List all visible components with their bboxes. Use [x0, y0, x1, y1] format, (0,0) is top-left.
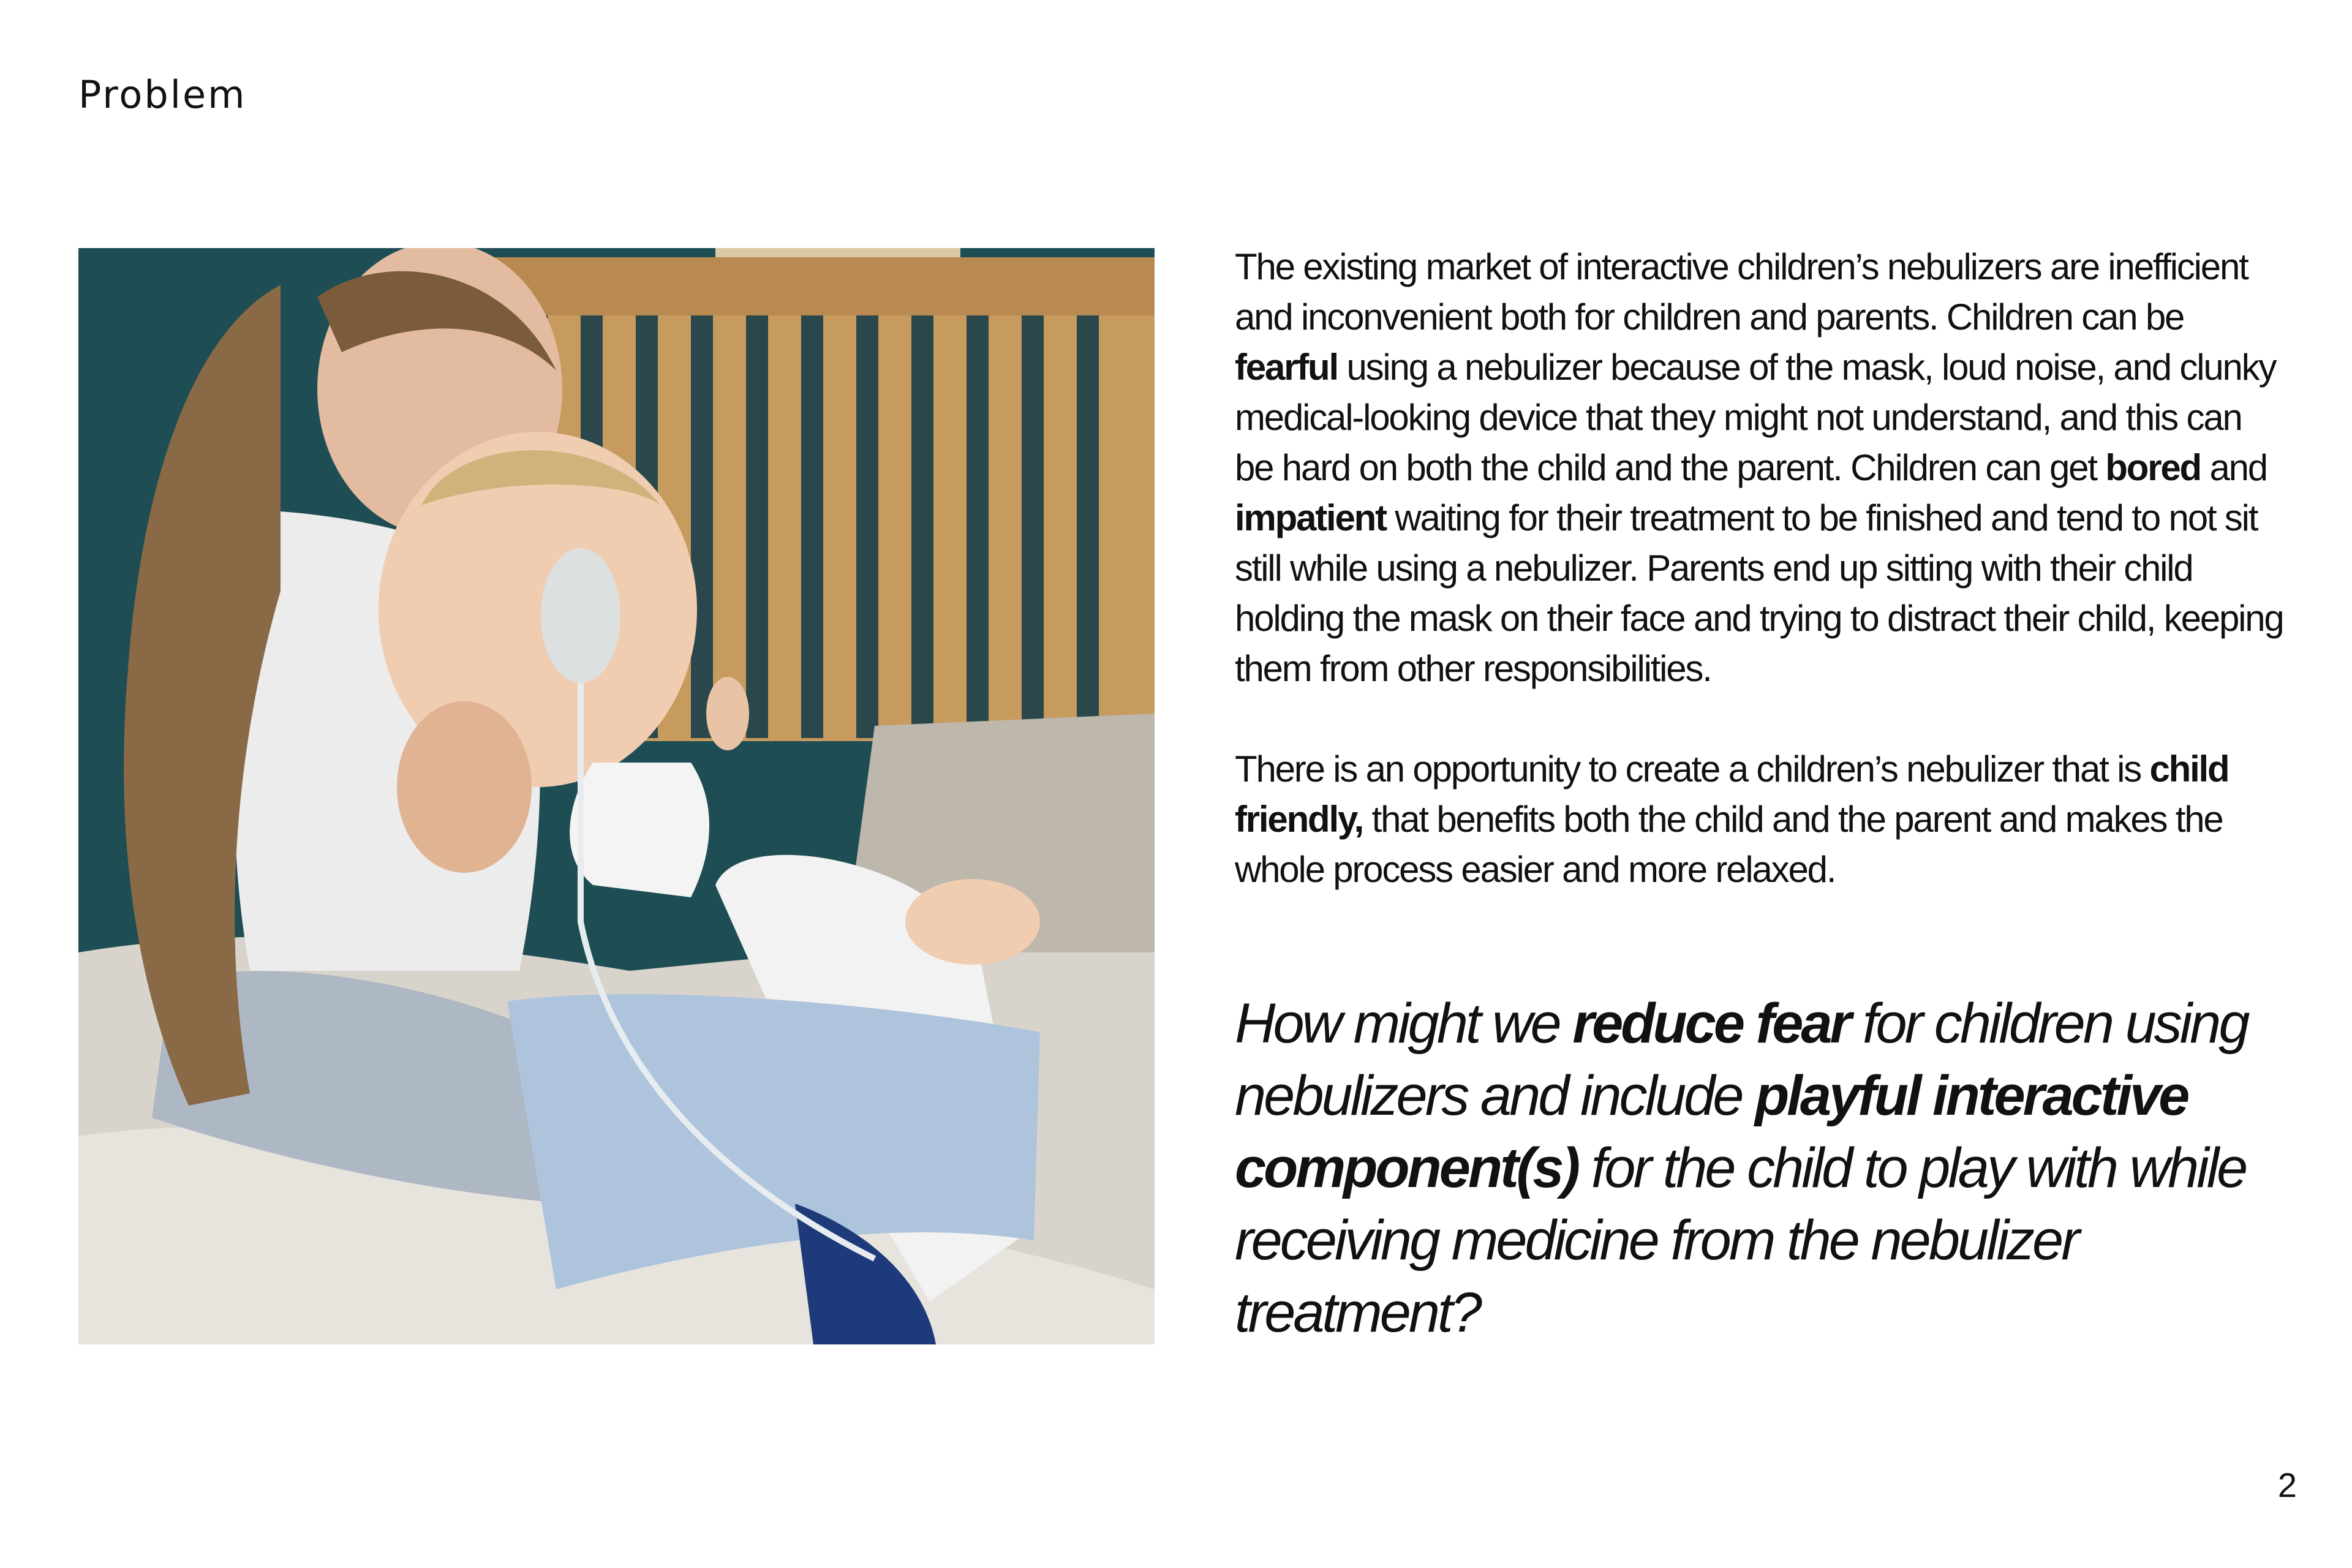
problem-paragraph	[1235, 242, 2288, 694]
paragraph-text: waiting for their treatment to be finished and tend to not sit still while using a nebulizer. Parents end up sitting with their child holding the mask on their face and trying to distract their child, keeping them from other responsibilities.	[1235, 497, 2283, 689]
emphasis-child-friendly: child friendly,	[1235, 748, 2229, 840]
emphasis-playful-interactive: playful interactive component(s)	[1235, 1065, 2188, 1199]
paragraph-text: that benefits both the child and the parent and makes the whole process easier and more relaxed.	[1235, 799, 2223, 890]
question-text: How might we	[1235, 992, 1573, 1055]
emphasis-reduce-fear: reduce fear	[1572, 992, 1850, 1055]
paragraph-text: There is an opportunity to create a children’s nebulizer that is	[1235, 748, 2150, 790]
question-text: for the child to play with while receiving medicine from the nebulizer treatment?	[1235, 1137, 2246, 1344]
paragraph-text: and	[2200, 447, 2267, 488]
paragraph-text: using a nebulizer because of the mask, loud noise, and clunky medical-looking device that they might not understand, and this can be hard on both the child and the parent. Children can get	[1235, 347, 2276, 488]
problem-description	[1235, 242, 2288, 945]
mother-child-nebulizer-photo	[78, 248, 1155, 1344]
opportunity-paragraph	[1235, 744, 2288, 895]
section-title: Problem	[78, 72, 247, 117]
page-number: 2	[2277, 1466, 2297, 1504]
paragraph-text: The existing market of interactive children’s nebulizers are inefficient and inconvenient both for children and parents. Children can be	[1235, 246, 2248, 337]
emphasis-impatient: impatient	[1235, 497, 1386, 538]
emphasis-fearful: fearful	[1235, 347, 1338, 388]
how-might-we-question	[1235, 987, 2313, 1349]
emphasis-bored: bored	[2105, 447, 2201, 488]
question-text: for children using nebulizers and include	[1235, 992, 2248, 1127]
